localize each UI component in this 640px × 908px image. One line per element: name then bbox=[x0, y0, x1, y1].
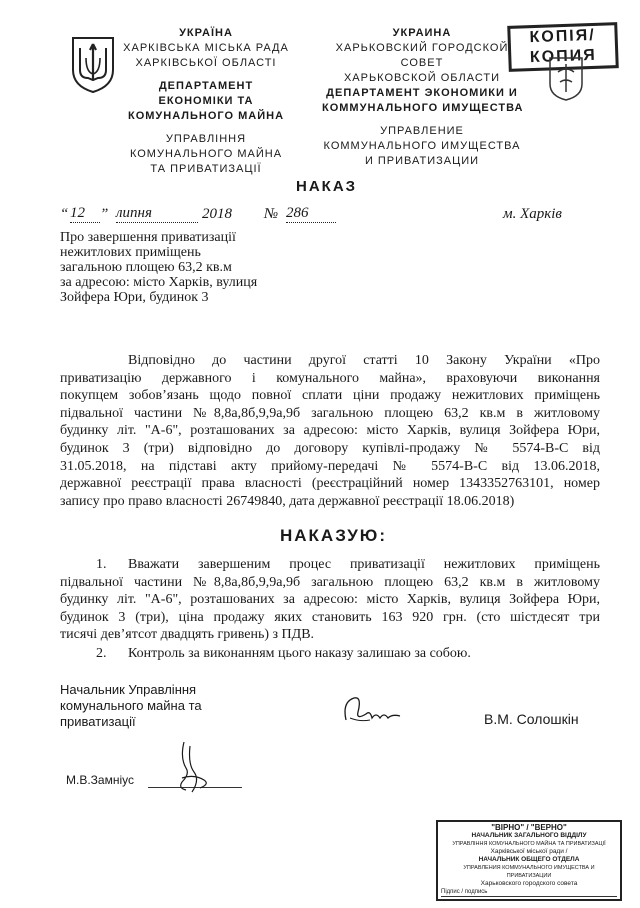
order-item-1-number: 1. bbox=[96, 557, 107, 572]
signature-mark bbox=[340, 690, 410, 730]
preamble-line-7: 31.05.2018, на підставі акту прийому-передачі № 5574-В-С від 13.06.2018, bbox=[60, 458, 600, 474]
stamp-line-1: "ВІРНО" / "ВЕРНО" bbox=[491, 823, 567, 832]
header-ru-dept-2: КОММУНАЛЬНОГО ИМУЩЕСТВА bbox=[322, 102, 524, 114]
subject-block bbox=[60, 230, 320, 305]
stamp-line-7: Харьковского городского совета bbox=[480, 880, 578, 887]
subject-line-4: за адресою: місто Харків, вулиця bbox=[60, 275, 258, 290]
stamp-line-8: Підпис / подпись bbox=[441, 888, 617, 897]
preamble-line-1: Відповідно до частини другої статті 10 Закону України «Про bbox=[128, 353, 600, 368]
header-ru-office-3: И ПРИВАТИЗАЦИИ bbox=[364, 155, 480, 167]
date-line: “ 12 ” липня 2018 № 286 м. Харків bbox=[60, 205, 562, 222]
preamble-line-6: будинок 3 (три) відповідно до договору купівлі-продажу № 5574-В-С від bbox=[60, 440, 600, 456]
order-item-1-line-3: будинку літ. "А-6", розташованих за адресою: місто Харків, вулиця Зойфера Юри, bbox=[60, 592, 600, 608]
order-item-1-line-2: підвальної частини №8,8а,8б,9,9а,9б загальною площею 63,2 кв.м в житловому bbox=[60, 574, 600, 590]
stamp-line-4: Харківської міської ради / bbox=[490, 848, 568, 855]
header-ua-office-2: КОМУНАЛЬНОГО МАЙНА bbox=[129, 148, 283, 160]
preamble-line-3: покупцем зобов’язань щодо повної сплати ціни продажу нежитлових приміщень bbox=[60, 388, 600, 404]
approver-signature-mark bbox=[160, 738, 220, 798]
approver-name: М.В.Замніус bbox=[66, 773, 134, 787]
header-ua-dept-2: ЕКОНОМІКИ ТА bbox=[158, 95, 254, 107]
signatory-name: В.М. Солошкін bbox=[484, 711, 579, 727]
city-emblem-icon bbox=[548, 56, 584, 102]
order-item-2 bbox=[60, 645, 600, 663]
document-title: НАКАЗ bbox=[296, 178, 358, 195]
signatory-position-line-1: Начальник Управління bbox=[60, 682, 197, 697]
header-ru bbox=[322, 26, 522, 169]
subject-line-3: загальною площею 63,2 кв.м bbox=[60, 260, 232, 275]
place: м. Харків bbox=[503, 206, 562, 222]
preamble-line-2: приватизацію державного і комунального майна», враховуючи виконання bbox=[60, 370, 600, 386]
order-item-1 bbox=[60, 556, 600, 644]
stamp-line-2: НАЧАЛЬНИК ЗАГАЛЬНОГО ВІДДІЛУ bbox=[471, 832, 587, 839]
order-number: 286 bbox=[286, 205, 336, 223]
header-ua-office-3: ТА ПРИВАТИЗАЦІЇ bbox=[150, 163, 262, 175]
stamp-line-5: НАЧАЛЬНИК ОБЩЕГО ОТДЕЛА bbox=[478, 856, 580, 863]
date-month: липня bbox=[116, 205, 198, 223]
copy-stamp-line-2: КОПИЯ bbox=[529, 46, 597, 67]
header-ua-country: УКРАЇНА bbox=[179, 27, 233, 39]
order-item-2-text: Контроль за виконанням цього наказу залишаю за собою. bbox=[128, 646, 471, 661]
order-item-1-line-1: Вважати завершеним процес приватизації нежитлових приміщень bbox=[128, 557, 600, 572]
preamble-line-9: запису про право власності 26749840, дата державної реєстрації 18.06.2018) bbox=[60, 493, 515, 509]
date-year: 2018 bbox=[202, 206, 232, 222]
signatory-position-line-3: приватизації bbox=[60, 714, 136, 729]
preamble-line-5: будинку літ. "А-6", розташованих за адресою: місто Харків, вулиця Зойфера Юри, bbox=[60, 423, 600, 439]
preamble-paragraph bbox=[60, 352, 600, 510]
signatory-position bbox=[60, 682, 202, 730]
header-ru-council-3: ХАРЬКОВСКОЙ ОБЛАСТИ bbox=[343, 72, 501, 84]
header-ua bbox=[106, 26, 306, 177]
order-item-2-number: 2. bbox=[96, 646, 107, 661]
header-ua-dept-3: КОМУНАЛЬНОГО МАЙНА bbox=[127, 110, 285, 122]
number-prefix: № bbox=[264, 206, 279, 222]
header-ru-council-1: ХАРЬКОВСКИЙ ГОРОДСКОЙ bbox=[335, 42, 509, 54]
header-ua-council-1: ХАРКІВСЬКА МІСЬКА РАДА bbox=[123, 42, 289, 54]
signatory-position-line-2: комунального майна та bbox=[60, 698, 202, 713]
certified-copy-stamp bbox=[436, 820, 622, 901]
header-ru-country: УКРАИНА bbox=[392, 27, 452, 39]
copy-stamp-line-1: КОПІЯ/ bbox=[529, 26, 596, 47]
header-ua-office-1: УПРАВЛІННЯ bbox=[165, 133, 247, 145]
preamble-line-8: державної реєстрації права власності (реєстраційний номер 1343352763101, номер bbox=[60, 476, 600, 492]
header-ru-dept-1: ДЕПАРТАМЕНТ ЭКОНОМИКИ И bbox=[326, 87, 518, 99]
order-item-1-line-4: будинок 3 (три), ціна продажу яких становить 163 920 грн. (сто шістдесят три bbox=[60, 609, 600, 625]
subject-line-1: Про завершення приватизації bbox=[60, 230, 236, 245]
header-ua-dept-1: ДЕПАРТАМЕНТ bbox=[158, 80, 254, 92]
header-ru-office-1: УПРАВЛЕНИЕ bbox=[380, 125, 464, 137]
subject-line-2: нежитлових приміщень bbox=[60, 245, 201, 260]
stamp-line-6: УПРАВЛЕНИЯ КОММУНАЛЬНОГО ИМУЩЕСТВА И ПРИВАТИЗАЦИИ bbox=[463, 865, 595, 879]
header-ru-council-2: СОВЕТ bbox=[400, 57, 444, 69]
stamp-line-3: УПРАВЛІННЯ КОМУНАЛЬНОГО МАЙНА ТА ПРИВАТИЗАЦІЇ bbox=[452, 841, 606, 847]
order-heading: НАКАЗУЮ: bbox=[280, 526, 387, 545]
date-day: 12 bbox=[70, 205, 100, 223]
preamble-line-4: підвальної частини №8,8а,8б,9,9а,9б загальною площею 63,2 кв.м в житловому bbox=[60, 405, 600, 421]
subject-line-5: Зойфера Юри, будинок 3 bbox=[60, 290, 209, 305]
order-item-1-line-5: тисячі дев’ятсот двадцять гривень) з ПДВ. bbox=[60, 627, 315, 643]
header-ru-office-2: КОММУНАЛЬНОГО ИМУЩЕСТВА bbox=[323, 140, 521, 152]
header-ua-council-2: ХАРКІВСЬКОЇ ОБЛАСТІ bbox=[135, 57, 277, 69]
